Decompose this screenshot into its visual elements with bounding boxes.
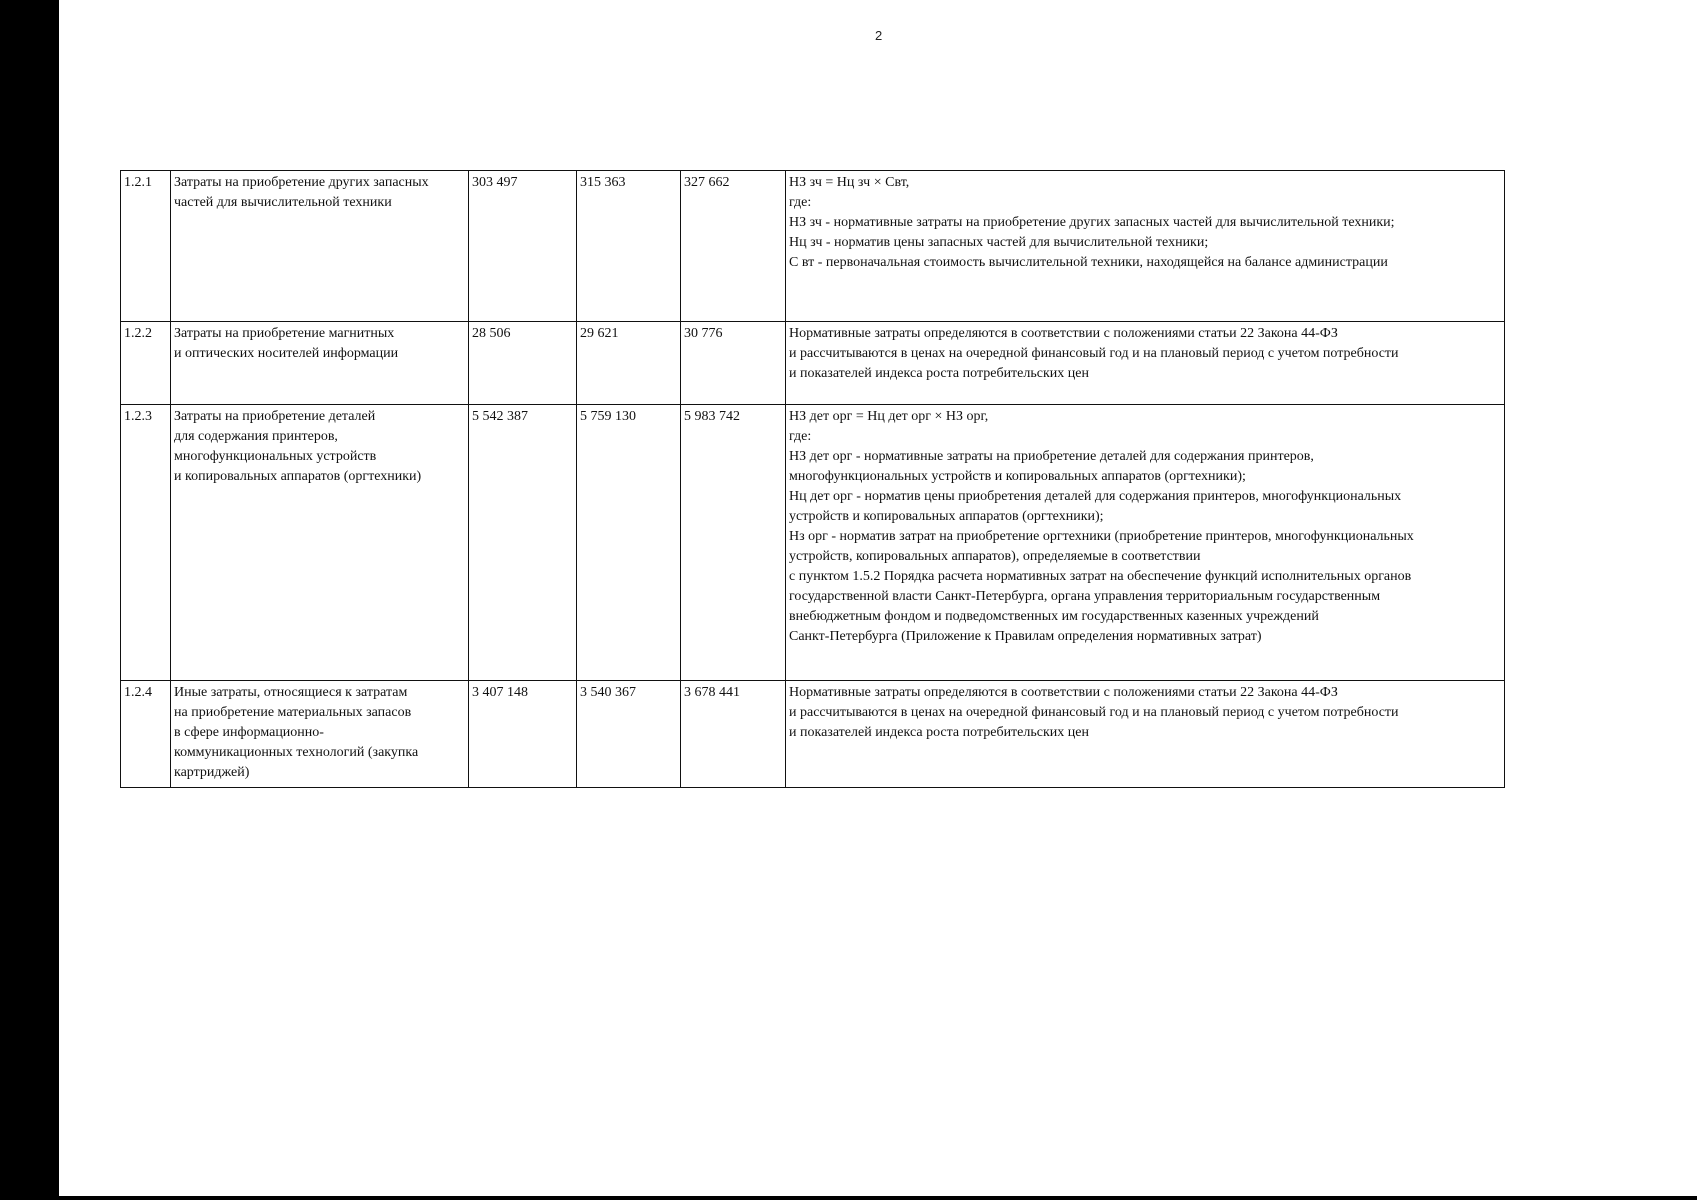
row-code: 1.2.2 <box>121 322 171 405</box>
table-row <box>121 681 1505 788</box>
row-code: 1.2.3 <box>121 405 171 681</box>
table-row <box>121 322 1505 405</box>
row-name: Затраты на приобретение деталей для содержания принтеров, многофункциональных устройств и копировальных аппаратов (оргтехники) <box>171 405 469 681</box>
row-name: Иные затраты, относящиеся к затратам на приобретение материальных запасов в сфере информационно- коммуникационных технологий (закупка картриджей) <box>171 681 469 788</box>
page-number: 2 <box>875 28 883 43</box>
row-value-3: 5 983 742 <box>681 405 786 681</box>
row-value-3: 30 776 <box>681 322 786 405</box>
row-description: НЗ дет орг = Нц дет орг × НЗ орг, где: НЗ дет орг - нормативные затраты на приобретение деталей для содержания принтеров, многофункциональных устройств и копировальных аппаратов (оргтехники); Нц дет орг - норматив цены приобретения деталей для содержания принтеров, многофункциональных устройств и копировальных аппаратов (оргтехники); Нз орг - норматив затрат на приобретение оргтехники (приобретение принтеров, многофункциональных устройств, копировальных аппаратов), определяемые в соответствии с пунктом 1.5.2 Порядка расчета нормативных затрат на обеспечение функций исполнительных органов государственной власти Санкт-Петербурга, органа управления территориальным государственным внебюджетным фондом и подведомственных им государственных казенных учреждений Санкт-Петербурга (Приложение к Правилам определения нормативных затрат) <box>786 405 1505 681</box>
row-value-1: 28 506 <box>469 322 577 405</box>
row-value-2: 3 540 367 <box>577 681 681 788</box>
table-row <box>121 171 1505 322</box>
row-value-1: 303 497 <box>469 171 577 322</box>
row-value-2: 5 759 130 <box>577 405 681 681</box>
row-name: Затраты на приобретение магнитных и оптических носителей информации <box>171 322 469 405</box>
row-description: Нормативные затраты определяются в соответствии с положениями статьи 22 Закона 44-ФЗ и рассчитываются в ценах на очередной финансовый год и на плановый период с учетом потребности и показателей индекса роста потребительских цен <box>786 322 1505 405</box>
row-value-1: 5 542 387 <box>469 405 577 681</box>
row-code: 1.2.1 <box>121 171 171 322</box>
row-value-3: 3 678 441 <box>681 681 786 788</box>
row-value-1: 3 407 148 <box>469 681 577 788</box>
row-description: Нормативные затраты определяются в соответствии с положениями статьи 22 Закона 44-ФЗ и рассчитываются в ценах на очередной финансовый год и на плановый период с учетом потребности и показателей индекса роста потребительских цен <box>786 681 1505 788</box>
table-row <box>121 405 1505 681</box>
row-name: Затраты на приобретение других запасных частей для вычислительной техники <box>171 171 469 322</box>
row-code: 1.2.4 <box>121 681 171 788</box>
row-description: НЗ зч = Нц зч × Свт, где: НЗ зч - нормативные затраты на приобретение других запасных частей для вычислительной техники; Нц зч - норматив цены запасных частей для вычислительной техники; С вт - первоначальная стоимость вычислительной техники, находящейся на балансе администрации <box>786 171 1505 322</box>
row-value-3: 327 662 <box>681 171 786 322</box>
row-value-2: 315 363 <box>577 171 681 322</box>
cost-norms-table <box>120 170 1505 788</box>
row-value-2: 29 621 <box>577 322 681 405</box>
